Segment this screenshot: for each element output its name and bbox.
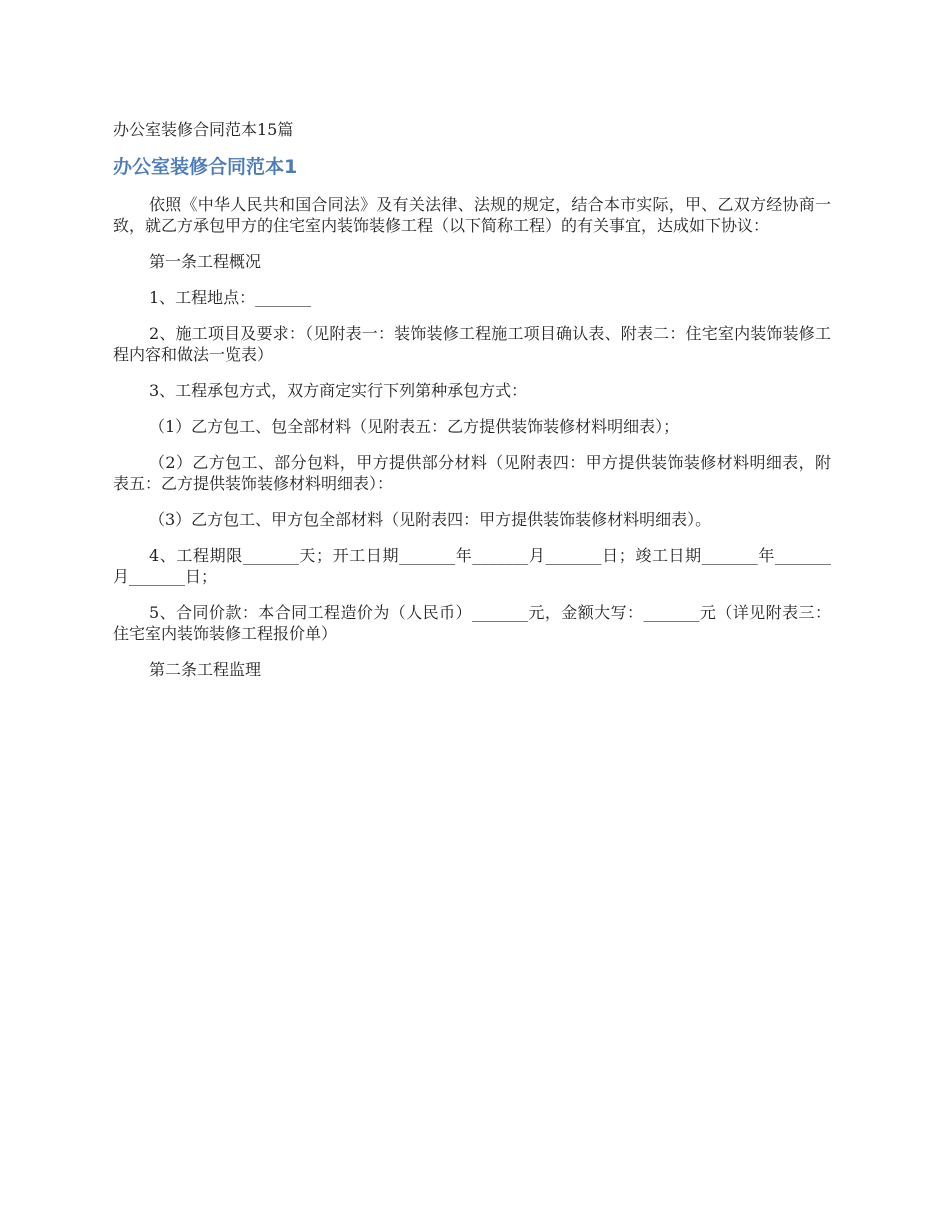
paragraph-project-period: 4、工程期限_______天；开工日期_______年_______月_______日；竣工日期_______年_______月_______日； (113, 546, 831, 586)
paragraph-project-location: 1、工程地点：_______ (149, 288, 312, 307)
document-page (113, 118, 831, 695)
section-heading: 办公室装修合同范本1 (113, 156, 298, 178)
paragraph-contract-price: 5、合同价款：本合同工程造价为（人民币）_______元，金额大写：_______元（详见附表三：住宅室内装饰装修工程报价单） (113, 603, 831, 643)
document-title: 办公室装修合同范本15篇 (113, 120, 294, 139)
paragraph-article-1-title: 第一条工程概况 (149, 252, 262, 271)
paragraph-intro: 依照《中华人民共和国合同法》及有关法律、法规的规定，结合本市实际，甲、乙双方经协商一致，就乙方承包甲方的住宅室内装饰装修工程（以下简称工程）的有关事宜，达成如下协议： (113, 195, 831, 235)
paragraph-contract-mode: 3、工程承包方式，双方商定实行下列第种承包方式： (149, 381, 528, 400)
paragraph-article-2-title: 第二条工程监理 (149, 660, 262, 679)
paragraph-mode-option-1: （1）乙方包工、包全部材料（见附表五：乙方提供装饰装修材料明细表）； (149, 417, 680, 436)
paragraph-construction-items: 2、施工项目及要求：（见附表一：装饰装修工程施工项目确认表、附表二：住宅室内装饰装修工程内容和做法一览表） (113, 324, 831, 364)
paragraph-mode-option-3: （3）乙方包工、甲方包全部材料（见附表四：甲方提供装饰装修材料明细表）。 (149, 510, 712, 529)
paragraph-mode-option-2: （2）乙方包工、部分包料，甲方提供部分材料（见附表四：甲方提供装饰装修材料明细表，附表五：乙方提供装饰装修材料明细表）： (113, 453, 831, 493)
